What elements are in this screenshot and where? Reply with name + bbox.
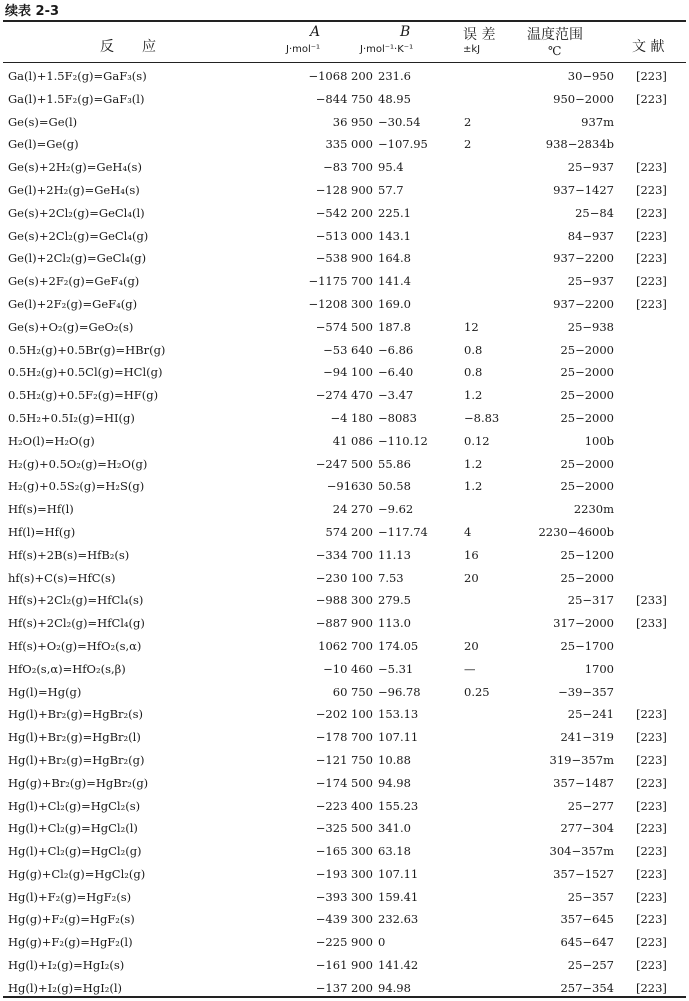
a-value-cell: −538 900 [315,251,373,266]
reaction-cell: Ge(s)+2Cl₂(g)=GeCl₄(l) [8,205,145,220]
b-value-cell: −110.12 [378,433,428,448]
table-row [0,317,689,340]
table-row [0,522,689,545]
reaction-cell: 0.5H₂(g)+0.5Br(g)=HBr(g) [8,342,166,357]
temp-range-cell: 84−937 [567,228,614,243]
a-value-cell: −161 900 [315,958,373,973]
b-value-cell: −3.47 [378,388,414,403]
b-value-cell: −6.86 [378,342,414,357]
reference-cell: [223] [636,935,667,950]
reaction-cell: 0.5H₂(g)+0.5Cl(g)=HCl(g) [8,365,163,380]
reaction-cell: 0.5H₂(g)+0.5F₂(g)=HF(g) [8,388,159,403]
table-row [0,864,689,887]
table-body [0,66,689,1001]
temp-range-cell: 25−317 [567,593,614,608]
b-value-cell: −5.31 [378,661,414,676]
a-value-cell: 41 086 [332,433,373,448]
reaction-cell: Ga(l)+1.5F₂(g)=GaF₃(l) [8,91,145,106]
b-value-cell: −107.95 [378,137,428,152]
reference-cell: [223] [636,69,667,83]
reaction-cell: Ge(l)+2F₂(g)=GeF₄(g) [8,296,138,311]
b-value-cell: 153.13 [378,707,419,722]
table-row [0,431,689,454]
b-value-cell: 141.42 [378,958,419,973]
header-temp: 温度范围 [527,27,583,43]
reference-cell: [223] [636,752,667,767]
table-row [0,750,689,773]
a-value-cell: −178 700 [315,730,373,745]
temp-range-cell: 304−357m [549,844,614,859]
reaction-cell: H₂O(l)=H₂O(g) [8,433,95,448]
reference-cell: [223] [636,182,667,197]
a-value-cell: −887 900 [315,616,373,631]
temp-range-cell: 257−354 [560,980,614,995]
reaction-cell: Hg(l)+Cl₂(g)=HgCl₂(g) [8,844,142,859]
b-value-cell: −96.78 [378,684,421,699]
b-value-cell: 279.5 [378,593,411,608]
a-value-cell: −223 400 [315,798,373,813]
temp-range-cell: 25−2000 [560,479,614,494]
table-row [0,636,689,659]
table-row [0,499,689,522]
table-row [0,704,689,727]
temp-range-cell: 937−1427 [553,182,614,197]
header-error: 误 差 [463,27,496,43]
header-error-unit: ±kJ [463,44,481,55]
b-value-cell: −9.62 [378,502,414,517]
error-cell: 20 [464,570,479,585]
temp-range-cell: 25−1700 [560,638,614,653]
b-value-cell: 107.11 [378,730,419,745]
reference-cell: [223] [636,958,667,973]
a-value-cell: 335 000 [325,137,373,152]
a-value-cell: −1208 300 [308,296,373,311]
reaction-cell: Hf(s)=Hf(l) [8,502,74,517]
error-cell: 2 [464,114,472,129]
b-value-cell: 57.7 [378,182,404,197]
temp-range-cell: 319−357m [549,752,614,767]
b-value-cell: 187.8 [378,319,411,334]
reaction-cell: Hf(l)=Hf(g) [8,524,76,539]
a-value-cell: 1062 700 [318,638,373,653]
temp-range-cell: 938−2834b [545,137,614,152]
bottom-rule [3,996,686,998]
reaction-cell: Hf(s)+2Cl₂(g)=HfCl₄(g) [8,616,145,631]
a-value-cell: 36 950 [332,114,373,129]
error-cell: 0.25 [464,684,490,699]
temp-range-cell: 25−937 [567,160,614,175]
temp-range-cell: 937m [581,114,614,129]
reaction-cell: Hg(g)+F₂(g)=HgF₂(l) [8,935,133,950]
temp-range-cell: 277−304 [560,821,614,836]
table-row [0,659,689,682]
error-cell: 1.2 [464,456,483,471]
reference-cell: [223] [636,798,667,813]
reaction-cell: Hg(g)+Cl₂(g)=HgCl₂(g) [8,866,146,881]
reaction-cell: H₂(g)+0.5O₂(g)=H₂O(g) [8,456,148,471]
reaction-cell: Hg(l)+Cl₂(g)=HgCl₂(l) [8,821,138,836]
temp-range-cell: 25−937 [567,274,614,289]
a-value-cell: −513 000 [315,228,373,243]
error-cell: 1.2 [464,479,483,494]
table-row [0,568,689,591]
reaction-cell: Hg(l)+I₂(g)=HgI₂(l) [8,980,122,995]
error-cell: 4 [464,524,472,539]
table-row [0,932,689,955]
table-row [0,408,689,431]
table-row [0,613,689,636]
reaction-cell: Hg(l)+I₂(g)=HgI₂(s) [8,958,125,973]
temp-range-cell: 357−645 [560,912,614,927]
a-value-cell: −94 100 [323,365,373,380]
b-value-cell: 95.4 [378,160,404,175]
table-row [0,727,689,750]
temp-range-cell: 317−2000 [553,616,614,631]
reference-cell: [223] [636,205,667,220]
header-a-unit: J·mol⁻¹ [286,44,321,55]
temp-range-cell: 25−84 [575,205,614,220]
table-row [0,955,689,978]
b-value-cell: 174.05 [378,638,419,653]
b-value-cell: 11.13 [378,547,411,562]
table-row [0,909,689,932]
a-value-cell: −574 500 [315,319,373,334]
b-value-cell: 55.86 [378,456,411,471]
a-value-cell: −128 900 [315,182,373,197]
b-value-cell: 169.0 [378,296,411,311]
a-value-cell: −83 700 [323,160,373,175]
table-row [0,887,689,910]
b-value-cell: 164.8 [378,251,411,266]
error-cell: — [464,661,476,676]
b-value-cell: 341.0 [378,821,411,836]
temp-range-cell: 25−938 [567,319,614,334]
b-value-cell: 10.88 [378,752,411,767]
reaction-cell: Ge(l)=Ge(g) [8,137,79,152]
b-value-cell: 63.18 [378,844,411,859]
error-cell: 0.8 [464,365,483,380]
header-temp-unit: ℃ [548,44,562,58]
reaction-cell: Hg(g)+F₂(g)=HgF₂(s) [8,912,135,927]
temp-range-cell: 100b [584,433,614,448]
temp-range-cell: 2230−4600b [538,524,614,539]
table-row [0,248,689,271]
header-rule [3,62,686,63]
temp-range-cell: 25−2000 [560,342,614,357]
temp-range-cell: 25−2000 [560,456,614,471]
b-value-cell: 50.58 [378,479,411,494]
temp-range-cell: 25−2000 [560,365,614,380]
a-value-cell: 24 270 [332,502,373,517]
a-value-cell: −53 640 [323,342,373,357]
b-value-cell: 7.53 [378,570,404,585]
temp-range-cell: 25−357 [567,889,614,904]
reaction-cell: Hg(l)+Cl₂(g)=HgCl₂(s) [8,798,141,813]
reaction-cell: Hf(s)+2B(s)=HfB₂(s) [8,547,130,562]
reaction-cell: Hg(l)+Br₂(g)=HgBr₂(g) [8,752,145,767]
reference-cell: [223] [636,274,667,289]
reaction-cell: Hg(l)=Hg(g) [8,684,82,699]
table-row [0,362,689,385]
a-value-cell: −393 300 [315,889,373,904]
reaction-cell: Ge(s)+2F₂(g)=GeF₄(g) [8,274,140,289]
reference-cell: [223] [636,844,667,859]
a-value-cell: 60 750 [332,684,373,699]
error-cell: 2 [464,137,472,152]
error-cell: −8.83 [464,410,500,425]
b-value-cell: 141.4 [378,274,411,289]
a-value-cell: −844 750 [315,91,373,106]
table-row [0,841,689,864]
a-value-cell: −325 500 [315,821,373,836]
error-cell: 16 [464,547,479,562]
header-b-unit: J·mol⁻¹·K⁻¹ [360,44,414,55]
table-caption: 续表 2-3 [5,4,60,19]
table-row [0,773,689,796]
a-value-cell: −225 900 [315,935,373,950]
b-value-cell: 107.11 [378,866,419,881]
reaction-cell: H₂(g)+0.5S₂(g)=H₂S(g) [8,479,145,494]
b-value-cell: 225.1 [378,205,411,220]
reaction-cell: Ge(l)+2Cl₂(g)=GeCl₄(g) [8,251,147,266]
a-value-cell: −247 500 [315,456,373,471]
b-value-cell: −117.74 [378,524,428,539]
reaction-cell: Hf(s)+O₂(g)=HfO₂(s,α) [8,638,142,653]
reference-cell: [223] [636,912,667,927]
temp-range-cell: 25−1200 [560,547,614,562]
a-value-cell: −988 300 [315,593,373,608]
header-ref: 文 献 [632,39,665,55]
error-cell: 20 [464,638,479,653]
a-value-cell: −91630 [326,479,373,494]
table-row [0,818,689,841]
a-value-cell: −542 200 [315,205,373,220]
a-value-cell: −10 460 [323,661,373,676]
a-value-cell: −439 300 [315,912,373,927]
temp-range-cell: 1700 [584,661,614,676]
temp-range-cell: 25−2000 [560,388,614,403]
table-row [0,294,689,317]
reference-cell: [223] [636,775,667,790]
a-value-cell: −230 100 [315,570,373,585]
a-value-cell: −334 700 [315,547,373,562]
a-value-cell: −121 750 [315,752,373,767]
a-value-cell: −202 100 [315,707,373,722]
error-cell: 12 [464,319,479,334]
reaction-cell: Ge(l)+2H₂(g)=GeH₄(s) [8,182,140,197]
temp-range-cell: 2230m [573,502,614,517]
reaction-cell: Ge(s)+2Cl₂(g)=GeCl₄(g) [8,228,149,243]
reaction-cell: Ga(l)+1.5F₂(g)=GaF₃(s) [8,69,147,83]
temp-range-cell: 937−2200 [553,296,614,311]
table-row [0,796,689,819]
b-value-cell: 155.23 [378,798,419,813]
a-value-cell: −1068 200 [308,69,373,83]
table-row [0,203,689,226]
temp-range-cell: 241−319 [560,730,614,745]
b-value-cell: 231.6 [378,69,411,83]
table-row [0,180,689,203]
table-row [0,89,689,112]
b-value-cell: −8083 [378,410,417,425]
b-value-cell: 159.41 [378,889,419,904]
a-value-cell: 574 200 [325,524,373,539]
temp-range-cell: 25−2000 [560,410,614,425]
table-row [0,271,689,294]
reaction-cell: hf(s)+C(s)=HfC(s) [8,570,116,585]
top-rule [3,20,686,22]
table-row [0,226,689,249]
temp-range-cell: 25−277 [567,798,614,813]
reference-cell: [223] [636,91,667,106]
table-row [0,157,689,180]
table-row [0,454,689,477]
table-row [0,66,689,89]
temp-range-cell: 25−257 [567,958,614,973]
reaction-cell: Ge(s)+O₂(g)=GeO₂(s) [8,319,134,334]
temp-range-cell: 357−1527 [553,866,614,881]
temp-range-cell: 25−2000 [560,570,614,585]
reaction-cell: Hf(s)+2Cl₂(g)=HfCl₄(s) [8,593,144,608]
table-row [0,476,689,499]
a-value-cell: −193 300 [315,866,373,881]
error-cell: 1.2 [464,388,483,403]
reference-cell: [223] [636,980,667,995]
a-value-cell: −274 470 [315,388,373,403]
b-value-cell: 0 [378,935,386,950]
reference-cell: [223] [636,866,667,881]
reaction-cell: Hg(l)+F₂(g)=HgF₂(s) [8,889,132,904]
reference-cell: [223] [636,707,667,722]
header-a: A [310,24,321,40]
reaction-cell: Ge(s)+2H₂(g)=GeH₄(s) [8,160,142,175]
b-value-cell: 113.0 [378,616,411,631]
reaction-cell: 0.5H₂+0.5I₂(g)=HI(g) [8,410,135,425]
reference-cell: [223] [636,821,667,836]
b-value-cell: 94.98 [378,775,411,790]
reference-cell: [223] [636,889,667,904]
table-row [0,545,689,568]
a-value-cell: −4 180 [330,410,373,425]
reference-cell: [233] [636,593,667,608]
b-value-cell: −30.54 [378,114,421,129]
error-cell: 0.12 [464,433,490,448]
a-value-cell: −137 200 [315,980,373,995]
a-value-cell: −174 500 [315,775,373,790]
reaction-cell: Hg(l)+Br₂(g)=HgBr₂(l) [8,730,141,745]
reference-cell: [223] [636,160,667,175]
table-row [0,385,689,408]
temp-range-cell: −39−357 [558,684,614,699]
temp-range-cell: 645−647 [560,935,614,950]
b-value-cell: 48.95 [378,91,411,106]
temp-range-cell: 937−2200 [553,251,614,266]
table-row [0,112,689,135]
b-value-cell: −6.40 [378,365,414,380]
temp-range-cell: 25−241 [567,707,614,722]
temp-range-cell: 950−2000 [553,91,614,106]
table-row [0,682,689,705]
temp-range-cell: 30−950 [567,69,614,83]
a-value-cell: −1175 700 [308,274,373,289]
b-value-cell: 143.1 [378,228,411,243]
a-value-cell: −165 300 [315,844,373,859]
reaction-cell: HfO₂(s,α)=HfO₂(s,β) [8,661,126,676]
table-row [0,134,689,157]
reaction-cell: Hg(l)+Br₂(g)=HgBr₂(s) [8,707,144,722]
header-reaction: 反 应 [100,39,156,55]
reference-cell: [233] [636,616,667,631]
reference-cell: [223] [636,228,667,243]
reference-cell: [223] [636,296,667,311]
b-value-cell: 94.98 [378,980,411,995]
b-value-cell: 232.63 [378,912,419,927]
reference-cell: [223] [636,730,667,745]
table-row [0,590,689,613]
error-cell: 0.8 [464,342,483,357]
header-b: B [400,24,411,40]
reaction-cell: Hg(g)+Br₂(g)=HgBr₂(g) [8,775,149,790]
temp-range-cell: 357−1487 [553,775,614,790]
table-row [0,340,689,363]
reaction-cell: Ge(s)=Ge(l) [8,114,78,129]
reference-cell: [223] [636,251,667,266]
